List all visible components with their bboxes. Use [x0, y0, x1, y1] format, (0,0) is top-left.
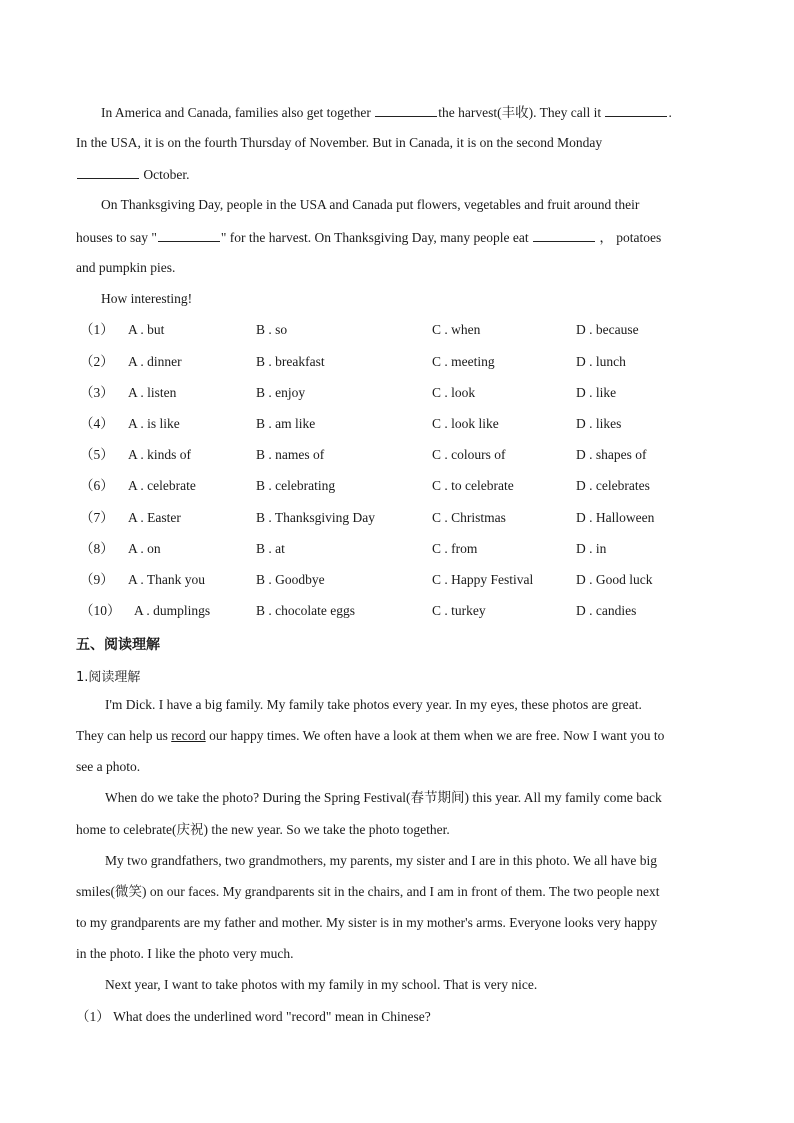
option-a[interactable]: A . dinner — [128, 354, 182, 369]
option-a[interactable]: A . listen — [128, 385, 177, 400]
question-number: （5） — [80, 447, 114, 462]
option-d[interactable]: D . shapes of — [576, 447, 647, 462]
passage-line: to my grandparents are my father and mother. My sister is in my mother's arms. Everyone looks very happy — [76, 915, 658, 930]
answer-blank — [375, 104, 437, 117]
passage-line: When do we take the photo? During the Spring Festival(春节期间) this year. All my family come back — [105, 790, 662, 805]
option-row — [76, 510, 736, 526]
question-number: （1） — [80, 322, 114, 337]
question-number: （4） — [80, 416, 114, 431]
option-row — [76, 447, 736, 463]
option-row — [76, 322, 736, 338]
option-a[interactable]: A . but — [128, 322, 165, 337]
answer-blank — [533, 229, 595, 242]
option-d[interactable]: D . lunch — [576, 354, 626, 369]
question-text: （1） What does the underlined word "record" mean in Chinese? — [76, 1009, 431, 1024]
option-a[interactable]: A . on — [128, 541, 161, 556]
option-d[interactable]: D . like — [576, 385, 617, 400]
option-d[interactable]: D . Good luck — [576, 572, 653, 587]
option-b[interactable]: B . enjoy — [256, 385, 306, 400]
passage-line: In the USA, it is on the fourth Thursday of November. But in Canada, it is on the second Monday — [76, 135, 603, 150]
question-number: （9） — [80, 572, 114, 587]
option-a[interactable]: A . dumplings — [134, 603, 211, 618]
option-b[interactable]: B . Thanksgiving Day — [256, 510, 375, 525]
passage-line: On Thanksgiving Day, people in the USA and Canada put flowers, vegetables and fruit around their — [101, 197, 640, 212]
option-d[interactable]: D . likes — [576, 416, 622, 431]
answer-blank — [605, 104, 667, 117]
passage-line: home to celebrate(庆祝) the new year. So we take the photo together. — [76, 822, 450, 837]
answer-blank — [77, 166, 139, 179]
option-c[interactable]: C . from — [432, 541, 478, 556]
option-a[interactable]: A . is like — [128, 416, 180, 431]
option-b[interactable]: B . am like — [256, 416, 316, 431]
option-c[interactable]: C . meeting — [432, 354, 495, 369]
passage-line: I'm Dick. I have a big family. My family take photos every year. In my eyes, these photos are great. — [105, 697, 642, 712]
option-c[interactable]: C . Christmas — [432, 510, 506, 525]
passage-line: and pumpkin pies. — [76, 260, 176, 275]
option-c[interactable]: C . when — [432, 322, 481, 337]
answer-blank — [158, 229, 220, 242]
option-row — [76, 385, 736, 401]
passage-line: How interesting! — [101, 291, 193, 306]
option-c[interactable]: C . colours of — [432, 447, 506, 462]
passage-line: Next year, I want to take photos with my family in my school. That is very nice. — [105, 977, 538, 992]
passage-line: see a photo. — [76, 759, 141, 774]
passage-line: In America and Canada, families also get together the harvest(丰收). They call it . — [101, 105, 672, 120]
option-b[interactable]: B . celebrating — [256, 478, 336, 493]
underlined-word: record — [171, 728, 206, 743]
section-subheading: 1.阅读理解 — [76, 670, 141, 685]
passage-line: October. — [76, 166, 190, 183]
question-number: （3） — [80, 385, 114, 400]
passage-line: in the photo. I like the photo very much. — [76, 946, 294, 961]
option-b[interactable]: B . at — [256, 541, 285, 556]
option-d[interactable]: D . celebrates — [576, 478, 650, 493]
option-d[interactable]: D . candies — [576, 603, 637, 618]
question-number: （8） — [80, 541, 114, 556]
option-a[interactable]: A . celebrate — [128, 478, 196, 493]
option-c[interactable]: C . Happy Festival — [432, 572, 534, 587]
option-b[interactable]: B . Goodbye — [256, 572, 325, 587]
question-number: （7） — [80, 510, 114, 525]
option-c[interactable]: C . turkey — [432, 603, 486, 618]
passage-line: They can help us record our happy times. We often have a look at them when we are free. Now I want you to — [76, 728, 665, 743]
option-row — [76, 354, 736, 370]
option-c[interactable]: C . look like — [432, 416, 499, 431]
option-row — [76, 478, 736, 494]
option-row — [76, 603, 736, 619]
option-a[interactable]: A . kinds of — [128, 447, 192, 462]
option-b[interactable]: B . chocolate eggs — [256, 603, 355, 618]
question-number: （10） — [80, 603, 121, 618]
option-a[interactable]: A . Easter — [128, 510, 181, 525]
question-number: （6） — [80, 478, 114, 493]
option-row — [76, 541, 736, 557]
option-b[interactable]: B . breakfast — [256, 354, 325, 369]
option-row — [76, 572, 736, 588]
option-b[interactable]: B . so — [256, 322, 288, 337]
passage-line: houses to say " " for the harvest. On Thanksgiving Day, many people eat ， potatoes — [76, 230, 662, 245]
passage-line: smiles(微笑) on our faces. My grandparents sit in the chairs, and I am in front of them. The two people next — [76, 884, 660, 899]
option-d[interactable]: D . because — [576, 322, 639, 337]
option-a[interactable]: A . Thank you — [128, 572, 205, 587]
option-d[interactable]: D . Halloween — [576, 510, 655, 525]
option-b[interactable]: B . names of — [256, 447, 325, 462]
option-row — [76, 416, 736, 432]
passage-line: My two grandfathers, two grandmothers, my parents, my sister and I are in this photo. We all have big — [105, 853, 658, 868]
option-c[interactable]: C . look — [432, 385, 476, 400]
option-c[interactable]: C . to celebrate — [432, 478, 514, 493]
section-heading: 五、阅读理解 — [76, 637, 160, 653]
question-number: （2） — [80, 354, 114, 369]
option-d[interactable]: D . in — [576, 541, 607, 556]
